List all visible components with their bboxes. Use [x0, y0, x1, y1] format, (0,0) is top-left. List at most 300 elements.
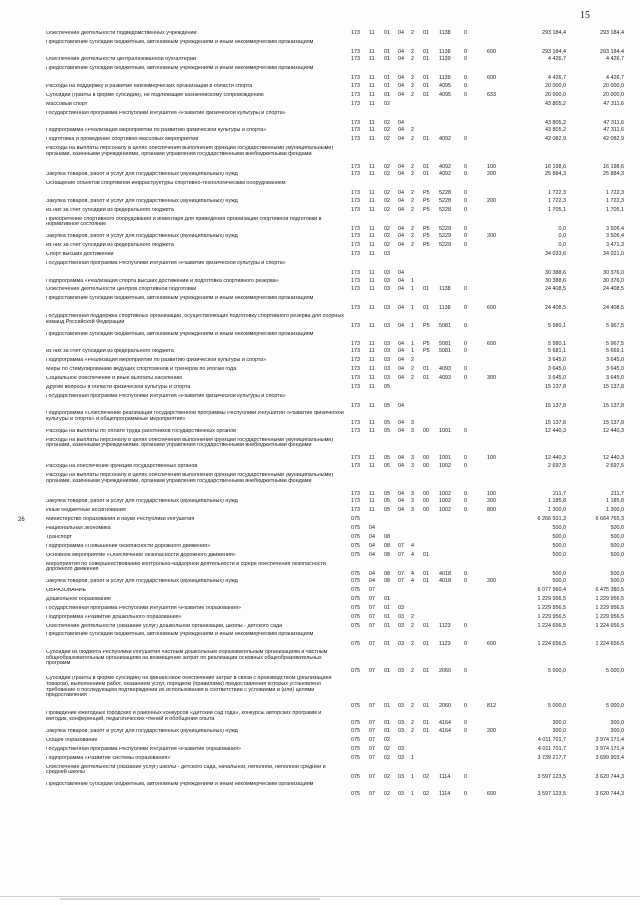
- code-cell: 02: [384, 206, 390, 213]
- code-suffix-cell: 0: [464, 570, 467, 577]
- expense-type-cell: 600: [487, 641, 496, 648]
- amount-year2: 47 311,6: [603, 127, 624, 134]
- row-name: Спорт высших достижений: [46, 252, 114, 258]
- code-cell: 01: [423, 91, 429, 98]
- code-cell: 1114: [439, 791, 451, 798]
- page-number: 15: [580, 10, 590, 21]
- code-cell: 11: [369, 490, 375, 497]
- code-cell: 173: [351, 119, 360, 126]
- code-cell: 173: [351, 374, 360, 381]
- row-name: Закупка товаров, работ и услуг для государственных (муниципальных) нужд: [46, 198, 238, 204]
- code-cell: 4164: [439, 720, 451, 727]
- code-cell: 11: [369, 225, 375, 232]
- table-row: [46, 145, 624, 171]
- table-row: [46, 357, 624, 366]
- amount-year1: 5 980,1: [548, 340, 566, 347]
- code-cell: P5: [423, 197, 430, 204]
- code-cell: 2: [411, 242, 414, 249]
- code-cell: 1138: [439, 305, 451, 312]
- code-cell: 01: [423, 641, 429, 648]
- code-suffix-cell: 0: [464, 242, 467, 249]
- code-cell: 04: [398, 233, 404, 240]
- code-cell: 075: [351, 587, 360, 594]
- code-cell: 01: [384, 667, 390, 674]
- code-cell: 11: [369, 305, 375, 312]
- amount-year2: 3 645,0: [606, 374, 624, 381]
- code-suffix-cell: 0: [464, 773, 467, 780]
- code-cell: 3: [411, 490, 414, 497]
- amount-year2: 30 376,0: [603, 277, 624, 284]
- code-cell: P5: [423, 242, 430, 249]
- row-name: Обеспечение деятельности (оказание услуг) школы - детского сада, начальной, неполной, неполной средней и средней школы: [46, 764, 326, 776]
- amount-year1: 3 597 123,5: [537, 773, 566, 780]
- code-cell: 04: [398, 374, 404, 381]
- code-cell: 05: [384, 455, 390, 462]
- code-suffix-cell: 0: [464, 56, 467, 63]
- code-suffix-cell: 0: [464, 225, 467, 232]
- code-cell: 03: [384, 286, 390, 293]
- code-cell: 07: [369, 604, 375, 611]
- code-suffix-cell: 0: [464, 163, 467, 170]
- code-cell: 4092: [439, 163, 451, 170]
- code-cell: 075: [351, 533, 360, 540]
- code-cell: 04: [398, 463, 404, 470]
- code-cell: P5: [423, 206, 430, 213]
- amount-year2: 500,0: [610, 551, 624, 558]
- row-name: Расходы на поддержку и развитие некоммерческих организаций в области спорта: [46, 83, 253, 89]
- amount-year2: 12 440,3: [603, 455, 624, 462]
- code-cell: 173: [351, 402, 360, 409]
- code-cell: 1: [411, 322, 414, 329]
- amount-year1: 43 805,2: [545, 127, 566, 134]
- code-cell: 173: [351, 455, 360, 462]
- code-cell: 3: [411, 498, 414, 505]
- code-cell: P5: [423, 225, 430, 232]
- code-cell: 4164: [439, 728, 451, 735]
- code-cell: 075: [351, 641, 360, 648]
- code-cell: 2060: [439, 667, 451, 674]
- code-cell: 05: [384, 490, 390, 497]
- code-cell: 01: [423, 720, 429, 727]
- code-suffix-cell: 0: [464, 427, 467, 434]
- code-cell: 11: [369, 242, 375, 249]
- row-name: Расходы на обеспечение функций государственных органов: [46, 464, 198, 470]
- code-cell: 2: [411, 622, 414, 629]
- table-row: [46, 242, 624, 251]
- table-row: [46, 180, 624, 198]
- code-cell: 2: [411, 30, 414, 36]
- table-row: [46, 623, 624, 632]
- code-cell: 01: [423, 136, 429, 143]
- amount-year1: 6 266 931,3: [537, 516, 566, 523]
- expense-type-cell: 100: [487, 455, 496, 462]
- table-row: [46, 384, 624, 393]
- code-cell: 173: [351, 30, 360, 36]
- table-row: [46, 251, 624, 260]
- code-cell: 2: [411, 225, 414, 232]
- amount-year2: 1 300,0: [606, 507, 624, 514]
- code-cell: 173: [351, 305, 360, 312]
- table-row: [46, 525, 624, 534]
- table-row: [46, 649, 624, 675]
- amount-year1: 42 082,9: [545, 136, 566, 143]
- amount-year1: 1 185,8: [548, 498, 566, 505]
- code-cell: 07: [369, 622, 375, 629]
- code-cell: 173: [351, 242, 360, 249]
- code-cell: 05: [384, 383, 390, 390]
- code-cell: 02: [423, 791, 429, 798]
- code-cell: 11: [369, 127, 375, 134]
- code-cell: 1138: [439, 48, 451, 55]
- row-name: Обеспечение деятельности централизованной бухгалтерии: [46, 57, 196, 63]
- budget-table: [46, 30, 624, 799]
- code-cell: 173: [351, 233, 360, 240]
- table-row: [46, 631, 624, 649]
- code-cell: 11: [369, 119, 375, 126]
- code-suffix-cell: 0: [464, 791, 467, 798]
- table-row: [46, 534, 624, 543]
- amount-year1: 30 388,6: [545, 277, 566, 284]
- code-cell: 07: [369, 728, 375, 735]
- code-cell: 03: [398, 745, 404, 752]
- code-cell: 5081: [439, 322, 451, 329]
- code-cell: 173: [351, 490, 360, 497]
- row-name: Предоставление субсидий бюджетным, автономным учреждениям и иным некоммерческим организациям: [46, 296, 314, 302]
- code-cell: 05: [384, 420, 390, 427]
- code-cell: 04: [398, 340, 404, 347]
- code-cell: 04: [398, 420, 404, 427]
- code-cell: 2: [411, 641, 414, 648]
- row-name: Меры по стимулированию ведущих спортсменов и тренеров по итогам года: [46, 366, 237, 372]
- code-cell: 04: [398, 498, 404, 505]
- code-cell: 2: [411, 720, 414, 727]
- code-cell: 075: [351, 773, 360, 780]
- code-cell: 1002: [439, 507, 451, 514]
- table-row: [46, 463, 624, 472]
- code-suffix-cell: 0: [464, 720, 467, 727]
- table-row: [46, 428, 624, 437]
- code-suffix-cell: 0: [464, 286, 467, 293]
- code-cell: 07: [398, 551, 404, 558]
- code-cell: 07: [369, 667, 375, 674]
- code-cell: 4: [411, 578, 414, 585]
- amount-year1: 1 705,1: [548, 206, 566, 213]
- table-row: [46, 295, 624, 313]
- amount-year2: 500,0: [610, 578, 624, 585]
- code-cell: 04: [369, 570, 375, 577]
- row-name: Расходы на выплаты персоналу в целях обеспечения выполнения функций государственными (муниципальными) органами, казенными учреждениями, органами управления государственными внебюджетными фондами: [46, 146, 334, 157]
- code-cell: 3: [411, 420, 414, 427]
- code-cell: 173: [351, 269, 360, 276]
- code-cell: 01: [423, 667, 429, 674]
- amount-year1: 4 011 701,7: [537, 736, 566, 743]
- row-name: Обеспечение деятельности центров спортивной подготовки: [46, 287, 197, 293]
- table-row: [46, 348, 624, 357]
- code-cell: 04: [398, 322, 404, 329]
- code-cell: 11: [369, 356, 375, 363]
- table-row: [46, 437, 624, 463]
- amount-year2: 6 475 380,5: [595, 587, 624, 594]
- code-cell: 1: [411, 305, 414, 312]
- expense-type-cell: 600: [487, 75, 496, 82]
- code-cell: 11: [369, 277, 375, 284]
- row-name: Государственная программа Республики Ингушетия «Развитие физической культуры и спорта»: [46, 260, 286, 266]
- amount-year2: 15 137,8: [603, 420, 624, 427]
- amount-year2: 3 645,0: [606, 356, 624, 363]
- row-name: Социальное обеспечение и иные выплаты населению: [46, 375, 183, 381]
- amount-year1: 34 033,6: [545, 251, 566, 258]
- code-cell: 2060: [439, 702, 451, 709]
- amount-year2: 1 224 656,5: [595, 622, 624, 629]
- row-name: Подпрограмма «Реализация мероприятий по развитию физической культуры и спорта»: [46, 357, 267, 363]
- table-row: [46, 56, 624, 65]
- code-cell: 00: [423, 498, 429, 505]
- table-row: [46, 136, 624, 145]
- amount-year2: 3 645,0: [606, 365, 624, 372]
- table-row: [46, 101, 624, 110]
- code-cell: 2: [411, 667, 414, 674]
- code-cell: 02: [384, 242, 390, 249]
- code-cell: 075: [351, 622, 360, 629]
- code-cell: 1: [411, 340, 414, 347]
- code-cell: 02: [384, 745, 390, 752]
- code-cell: 02: [384, 136, 390, 143]
- code-cell: 173: [351, 136, 360, 143]
- code-cell: 04: [398, 75, 404, 82]
- code-cell: P5: [423, 340, 430, 347]
- code-cell: 1: [411, 754, 414, 761]
- code-cell: 07: [398, 570, 404, 577]
- code-cell: 1114: [439, 773, 451, 780]
- expense-type-cell: 100: [487, 490, 496, 497]
- code-cell: 03: [398, 622, 404, 629]
- code-cell: 01: [384, 30, 390, 36]
- code-cell: 02: [384, 233, 390, 240]
- code-cell: 03: [398, 791, 404, 798]
- amount-year1: 500,0: [552, 578, 566, 585]
- table-row: [46, 675, 624, 710]
- code-cell: 173: [351, 91, 360, 98]
- code-cell: 03: [398, 728, 404, 735]
- amount-year2: 5 967,5: [606, 322, 624, 329]
- code-cell: 075: [351, 736, 360, 743]
- amount-year1: 1 224 656,5: [537, 641, 566, 648]
- code-cell: 03: [384, 322, 390, 329]
- code-cell: 07: [369, 587, 375, 594]
- code-suffix-cell: 0: [464, 48, 467, 55]
- code-cell: 173: [351, 365, 360, 372]
- code-cell: 01: [423, 551, 429, 558]
- expense-type-cell: 300: [487, 374, 496, 381]
- row-number: 26: [18, 517, 25, 524]
- amount-year1: 43 805,2: [545, 119, 566, 126]
- code-cell: 075: [351, 791, 360, 798]
- code-cell: 3: [411, 463, 414, 470]
- code-cell: 04: [398, 507, 404, 514]
- code-cell: 07: [369, 754, 375, 761]
- code-cell: 173: [351, 171, 360, 178]
- code-cell: 2: [411, 82, 414, 89]
- amount-year1: 1 229 956,5: [537, 613, 566, 620]
- code-cell: 11: [369, 374, 375, 381]
- expense-type-cell: 100: [487, 163, 496, 170]
- code-cell: 11: [369, 197, 375, 204]
- amount-year1: 500,0: [552, 524, 566, 531]
- code-cell: 2: [411, 91, 414, 98]
- amount-year2: 3 974 171,4: [595, 745, 624, 752]
- code-cell: 04: [369, 542, 375, 549]
- code-cell: 03: [398, 720, 404, 727]
- row-name: Государственная программа Республики Ингушетия «Развитие физической культуры и спорта»: [46, 393, 286, 399]
- row-name: Иные бюджетные ассигнования: [46, 508, 126, 514]
- code-cell: 08: [384, 551, 390, 558]
- expense-type-cell: 200: [487, 728, 496, 735]
- code-cell: 173: [351, 383, 360, 390]
- code-cell: 1138: [439, 286, 451, 293]
- code-cell: 2: [411, 197, 414, 204]
- table-row: [46, 516, 624, 525]
- code-cell: 11: [369, 463, 375, 470]
- code-cell: 05: [384, 463, 390, 470]
- row-name: Приобретение спортивного оборудования и инвентаря для приведения организаций спортивной подготовки в нормативное состояние: [46, 216, 322, 228]
- code-cell: 07: [369, 595, 375, 602]
- table-row: [46, 578, 624, 587]
- code-cell: 01: [423, 305, 429, 312]
- code-cell: 173: [351, 100, 360, 107]
- row-name: Подпрограмма «Развитие системы образования»: [46, 755, 171, 761]
- code-cell: 173: [351, 206, 360, 213]
- code-cell: 075: [351, 604, 360, 611]
- code-cell: 173: [351, 286, 360, 293]
- amount-year2: 5 000,0: [606, 667, 624, 674]
- code-cell: 04: [369, 524, 375, 531]
- code-cell: 2: [411, 365, 414, 372]
- amount-year2: 47 311,6: [603, 100, 624, 107]
- code-cell: 04: [398, 197, 404, 204]
- table-row: [46, 260, 624, 278]
- code-cell: 11: [369, 91, 375, 98]
- code-cell: 173: [351, 163, 360, 170]
- code-cell: 02: [384, 163, 390, 170]
- amount-year2: 3 974 171,4: [595, 736, 624, 743]
- code-cell: 04: [398, 163, 404, 170]
- code-cell: 00: [423, 455, 429, 462]
- code-suffix-cell: 0: [464, 233, 467, 240]
- code-suffix-cell: 0: [464, 197, 467, 204]
- table-row: [46, 552, 624, 561]
- amount-year1: 24 408,5: [545, 305, 566, 312]
- row-name: Массовый спорт: [46, 101, 88, 107]
- amount-year1: 1 224 656,5: [537, 622, 566, 629]
- table-row: [46, 728, 624, 737]
- row-name: Подпрограмма «Обеспечение реализации государственной программы Республики Ингушетия «Развитие физической культуры и спорта» и общепрограммные мероприятия»: [46, 411, 344, 422]
- amount-year1: 1 229 956,5: [537, 595, 566, 602]
- amount-year1: 300,0: [552, 720, 566, 727]
- code-suffix-cell: 0: [464, 455, 467, 462]
- row-name: Другие вопросы в области физической культуры и спорта: [46, 384, 191, 390]
- table-row: [46, 755, 624, 764]
- code-cell: 173: [351, 277, 360, 284]
- amount-year2: 4 426,7: [606, 75, 624, 82]
- code-cell: 04: [398, 286, 404, 293]
- table-row: [46, 596, 624, 605]
- amount-year2: 300,0: [610, 720, 624, 727]
- code-cell: 07: [369, 745, 375, 752]
- code-suffix-cell: 0: [464, 305, 467, 312]
- code-cell: 173: [351, 420, 360, 427]
- code-cell: 2: [411, 136, 414, 143]
- expense-type-cell: 633: [487, 91, 496, 98]
- row-name: Подпрограмма «Развитие дошкольного образования»: [46, 614, 182, 620]
- code-cell: 3: [411, 507, 414, 514]
- code-cell: 01: [384, 702, 390, 709]
- table-row: [46, 614, 624, 623]
- amount-year2: 4 426,7: [606, 56, 624, 63]
- table-row: [46, 366, 624, 375]
- code-cell: 03: [384, 348, 390, 355]
- expense-type-cell: 200: [487, 233, 496, 240]
- code-cell: 01: [384, 641, 390, 648]
- code-suffix-cell: 0: [464, 507, 467, 514]
- code-cell: 03: [398, 641, 404, 648]
- code-cell: 07: [369, 720, 375, 727]
- amount-year2: 1 229 956,5: [595, 595, 624, 602]
- code-cell: 4092: [439, 171, 451, 178]
- code-cell: 5228: [439, 190, 451, 197]
- amount-year2: 500,0: [610, 524, 624, 531]
- code-cell: 04: [398, 56, 404, 63]
- code-cell: 1001: [439, 455, 451, 462]
- code-cell: 02: [384, 127, 390, 134]
- code-cell: 01: [423, 48, 429, 55]
- code-cell: 01: [384, 720, 390, 727]
- code-cell: 1123: [439, 641, 451, 648]
- code-cell: 07: [369, 791, 375, 798]
- row-name: ОБРАЗОВАНИЕ: [46, 588, 87, 594]
- code-cell: 04: [398, 242, 404, 249]
- code-cell: 2: [411, 206, 414, 213]
- code-cell: 11: [369, 48, 375, 55]
- amount-year2: 3 471,3: [606, 242, 624, 249]
- table-row: [46, 171, 624, 180]
- code-cell: 173: [351, 348, 360, 355]
- row-name: Субсидии (гранты в форме субсидий), не подлежащие казначейскому сопровождению: [46, 92, 264, 98]
- amount-year2: 1 722,3: [606, 197, 624, 204]
- table-row: [46, 746, 624, 755]
- amount-year1: 4 426,7: [548, 75, 566, 82]
- code-cell: 00: [423, 490, 429, 497]
- code-cell: 04: [398, 119, 404, 126]
- code-cell: 01: [384, 56, 390, 63]
- code-cell: 4093: [439, 365, 451, 372]
- code-cell: 1002: [439, 490, 451, 497]
- code-cell: 2: [411, 127, 414, 134]
- code-cell: 07: [398, 542, 404, 549]
- amount-year2: 500,0: [610, 533, 624, 540]
- code-cell: 075: [351, 524, 360, 531]
- code-cell: 4018: [439, 578, 451, 585]
- code-cell: 04: [398, 269, 404, 276]
- code-cell: 1139: [439, 56, 451, 63]
- code-cell: 00: [423, 463, 429, 470]
- code-cell: 01: [423, 374, 429, 381]
- code-cell: 2: [411, 75, 414, 82]
- code-cell: 01: [423, 622, 429, 629]
- table-row: [46, 498, 624, 507]
- code-cell: 173: [351, 498, 360, 505]
- code-cell: 2: [411, 163, 414, 170]
- code-cell: 4: [411, 542, 414, 549]
